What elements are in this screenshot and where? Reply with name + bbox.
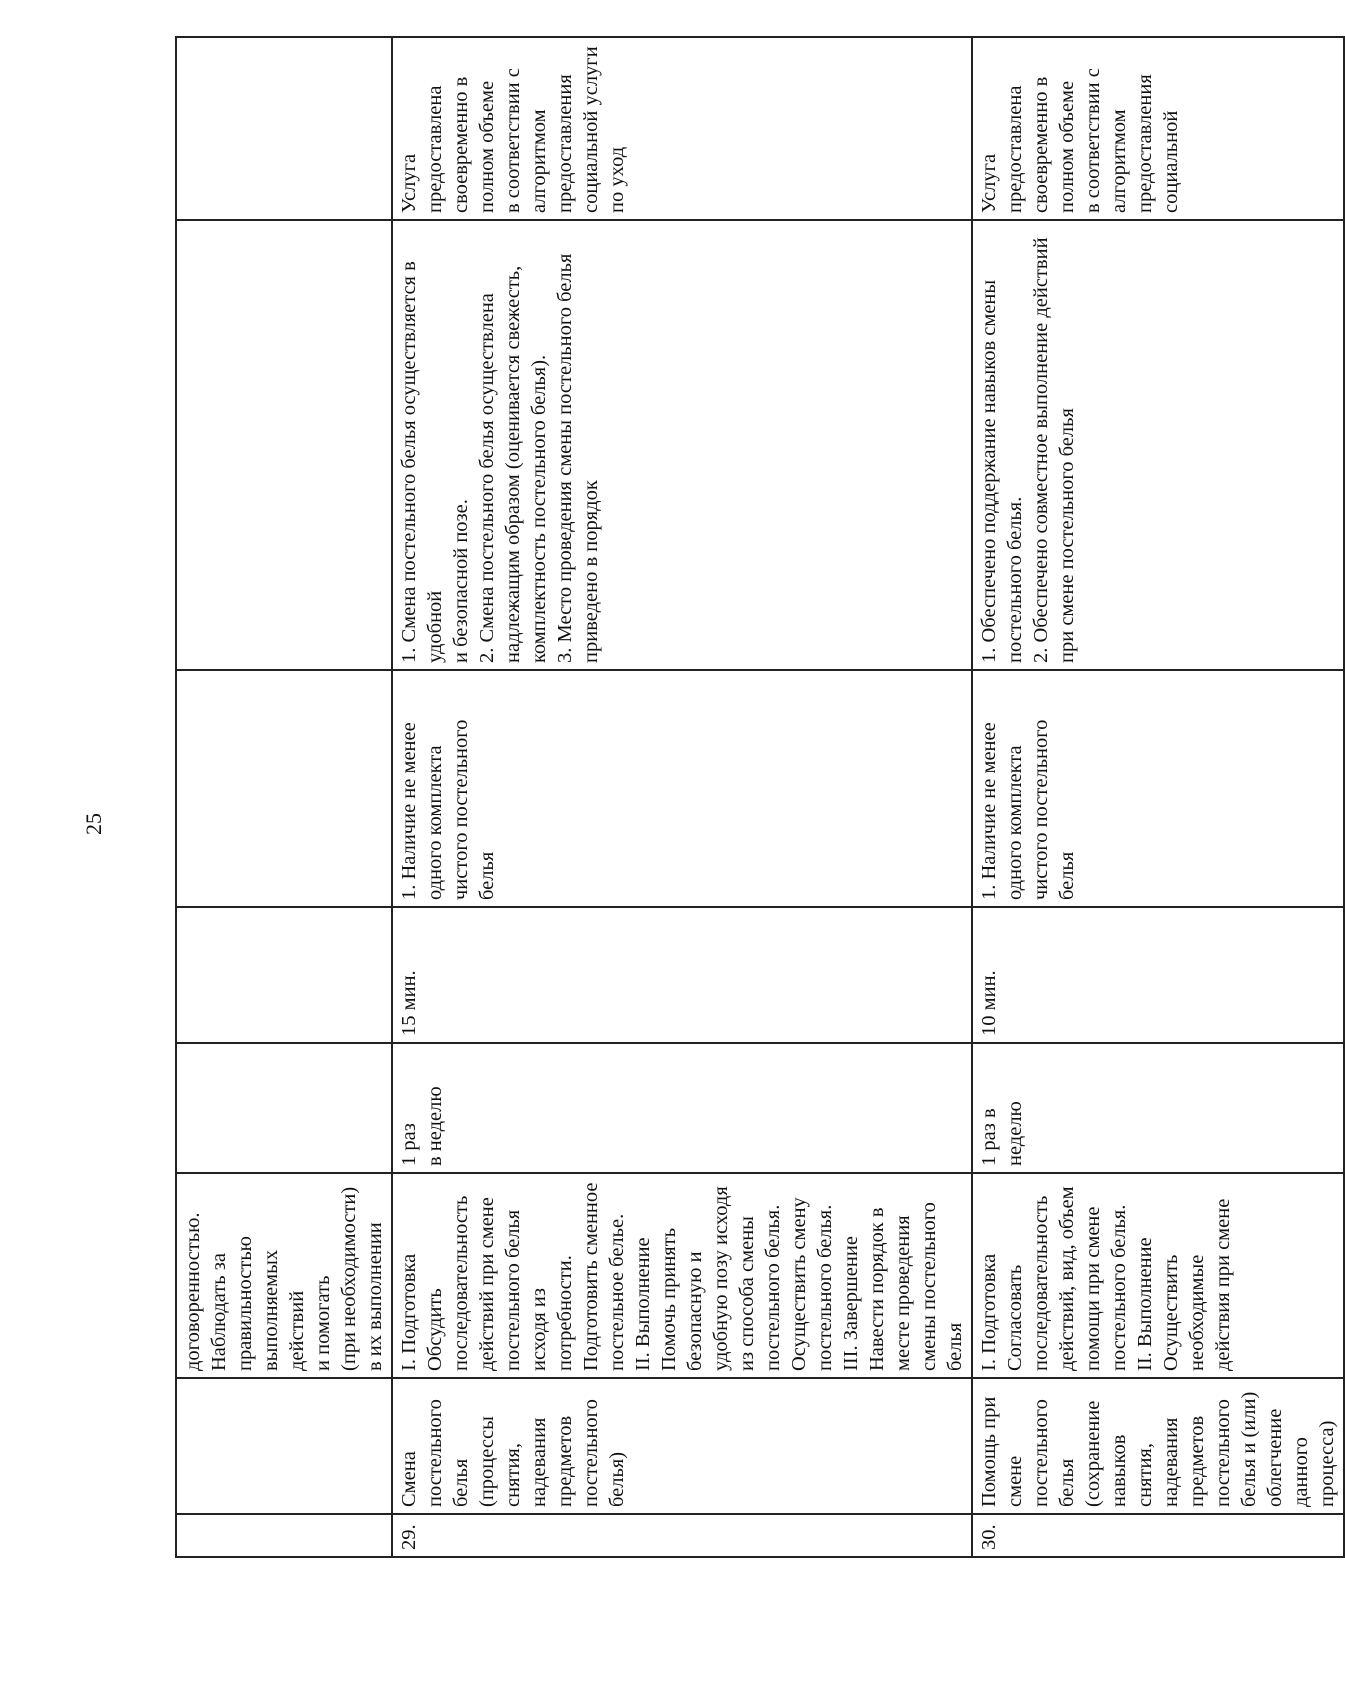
page-number: 25: [81, 813, 106, 835]
service-evaluation: [176, 37, 392, 220]
service-quality: [176, 220, 392, 670]
service-name: Смена постельного белья (процессы снятия, надевания предметов постельного белья): [392, 1378, 972, 1514]
rotated-table-container: [175, 38, 1338, 1558]
service-content: договоренностью. Наблюдать за правильностью выполняемых действий и помогать (при необходимости) в их выполнении: [176, 1173, 392, 1378]
table-row: [176, 37, 392, 1557]
service-content: I. Подготовка Согласовать последовательность действий, вид, объем помощи при смене постельного белья. II. Выполнение Осуществить необходимые действия при смене: [972, 1173, 1344, 1378]
service-frequency: 1 раз в неделю: [392, 1043, 972, 1173]
row-number: 29.: [392, 1514, 972, 1557]
service-duration: 10 мин.: [972, 907, 1344, 1043]
service-quality: 1. Обеспечено поддержание навыков смены постельного белья. 2. Обеспечено совместное выполнение действий при смене постельного белья: [972, 220, 1344, 670]
service-indicators: 1. Наличие не менее одного комплекта чистого постельного белья: [972, 670, 1344, 907]
service-name: [176, 1378, 392, 1514]
service-frequency: [176, 1043, 392, 1173]
services-table: [175, 36, 1345, 1558]
service-evaluation: Услуга предоставлена своевременно в полном объеме в соответствии с алгоритмом предоставления социальной: [972, 37, 1344, 220]
service-indicators: [176, 670, 392, 907]
service-indicators: 1. Наличие не менее одного комплекта чистого постельного белья: [392, 670, 972, 907]
service-content: I. Подготовка Обсудить последовательность действий при смене постельного белья исходя из потребности. Подготовить сменное постельное белье. II. Выполнение Помочь принять безопасную и удобную позу исходя из способа смены постельного белья. Осуществить смену постельного белья. III. Завершение Навести порядок в месте проведения смены постельного белья: [392, 1173, 972, 1378]
service-evaluation: Услуга предоставлена своевременно в полном объеме в соответствии с алгоритмом предоставления социальной услуги по уход: [392, 37, 972, 220]
service-quality: 1. Смена постельного белья осуществляется в удобной и безопасной позе. 2. Смена постельного белья осуществлена надлежащим образом (оценивается свежесть, комплектность постельного белья). 3. Место проведения смены постельного белья приведено в порядок: [392, 220, 972, 670]
service-duration: [176, 907, 392, 1043]
service-frequency: 1 раз в неделю: [972, 1043, 1344, 1173]
row-number: 30.: [972, 1514, 1344, 1557]
table-row: [392, 37, 972, 1557]
row-number: [176, 1514, 392, 1557]
service-duration: 15 мин.: [392, 907, 972, 1043]
service-name: Помощь при смене постельного белья (сохранение навыков снятия, надевания предметов постельного белья и (или) облегчение данного процесса): [972, 1378, 1344, 1514]
table-row: [972, 37, 1344, 1557]
